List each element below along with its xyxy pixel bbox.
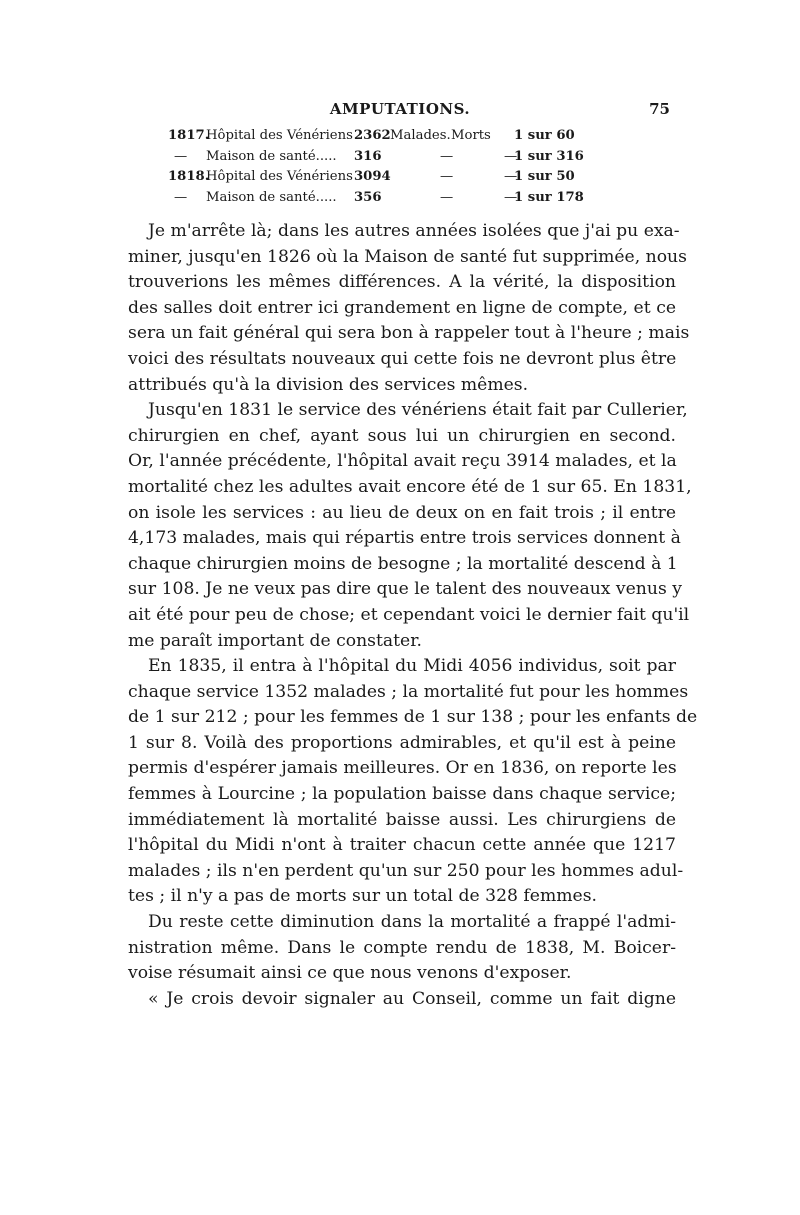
text-line: En 1835, il entra à l'hôpital du Midi 4056 individus, soit par [148, 656, 676, 677]
stats-count: 3094 [354, 169, 391, 184]
page-number: 75 [649, 100, 670, 118]
stats-deaths-label: — [504, 169, 518, 184]
text-line: des salles doit entrer ici grandement en ligne de compte, et ce [128, 297, 676, 318]
stats-row [168, 128, 638, 149]
stats-unit: — [440, 169, 454, 184]
text-line: nistration même. Dans le compte rendu de 1838, M. Boicer- [128, 937, 676, 958]
stats-row [168, 149, 638, 170]
stats-deaths-label: Morts [451, 128, 491, 143]
stats-institution: Maison de santé..... [206, 148, 337, 164]
text-line: Je m'arrête là; dans les autres années isolées que j'ai pu exa- [148, 221, 680, 241]
text-line: voise résumait ainsi ce que nous venons d'exposer. [128, 963, 572, 984]
text-line: on isole les services : au lieu de deux on en fait trois ; il entre [128, 502, 676, 523]
stats-count: 2362 [354, 128, 391, 143]
stats-unit: Malades. [390, 128, 451, 143]
text-line: immédiatement là mortalité baisse aussi. Les chirurgiens de [128, 809, 676, 830]
stats-count: 356 [354, 189, 382, 205]
stats-ratio: 1 sur 60 [514, 128, 575, 143]
text-line: « Je crois devoir signaler au Conseil, comme un fait digne [148, 988, 676, 1009]
stats-deaths-label: — [504, 148, 518, 164]
text-line: 4,173 malades, mais qui répartis entre trois services donnent à [128, 528, 681, 549]
text-line: ait été pour peu de chose; et cependant voici le dernier fait qu'il [128, 604, 690, 625]
text-line: Or, l'année précédente, l'hôpital avait reçu 3914 malades, et la [128, 451, 677, 472]
stats-institution: Maison de santé..... [206, 189, 337, 205]
text-line: attribués qu'à la division des services mêmes. [128, 374, 529, 395]
text-line: me paraît important de constater. [128, 630, 422, 651]
stats-unit: — [440, 189, 454, 205]
text-line: l'hôpital du Midi n'ont à traiter chacun cette année que 1217 [128, 835, 676, 856]
text-line: permis d'espérer jamais meilleures. Or en 1836, on reporte les [128, 758, 677, 779]
running-title: AMPUTATIONS. [329, 100, 471, 118]
text-line: mortalité chez les adultes avait encore été de 1 sur 65. En 1831, [128, 476, 692, 497]
stats-year: 1818. [168, 169, 210, 184]
stats-count: 316 [354, 148, 382, 164]
text-line: trouverions les mêmes différences. A la vérité, la disposition [128, 272, 676, 293]
stats-unit: — [440, 148, 454, 164]
page-header [130, 100, 670, 124]
text-line: voici des résultats nouveaux qui cette fois ne devront plus être [128, 348, 677, 369]
text-line: chirurgien en chef, ayant sous lui un chirurgien en second. [128, 425, 676, 446]
stats-ratio: 1 sur 50 [514, 169, 575, 184]
stats-ratio: 1 sur 178 [514, 189, 584, 205]
stats-deaths-label: — [504, 189, 518, 205]
text-line: sera un fait général qui sera bon à rappeler tout à l'heure ; mais [128, 323, 690, 344]
text-line: malades ; ils n'en perdent qu'un sur 250 pour les hommes adul- [128, 860, 684, 881]
stats-year: — [174, 148, 188, 164]
text-line: chaque chirurgien moins de besogne ; la mortalité descend à 1 [128, 553, 678, 574]
body-text [128, 219, 698, 1012]
text-line: tes ; il n'y a pas de morts sur un total de 328 femmes. [128, 886, 598, 907]
text-line: 1 sur 8. Voilà des proportions admirables, et qu'il est à peine [128, 732, 676, 753]
text-line: Du reste cette diminution dans la mortalité a frappé l'admi- [148, 912, 676, 933]
stats-institution: Hôpital des Vénériens [206, 128, 353, 143]
stats-row [168, 190, 638, 211]
stats-row [168, 169, 638, 190]
stats-ratio: 1 sur 316 [514, 148, 584, 164]
stats-year: 1817. [168, 128, 210, 143]
text-line: Jusqu'en 1831 le service des vénériens était fait par Cullerier, [148, 400, 688, 421]
mortality-stats-table [168, 128, 638, 210]
stats-institution: Hôpital des Vénériens [206, 169, 353, 184]
text-line: de 1 sur 212 ; pour les femmes de 1 sur 138 ; pour les enfants de [128, 707, 698, 728]
text-line: sur 108. Je ne veux pas dire que le talent des nouveaux venus y [128, 579, 682, 600]
text-line: miner, jusqu'en 1826 où la Maison de santé fut supprimée, nous [128, 246, 687, 267]
stats-year: — [174, 189, 188, 205]
text-line: chaque service 1352 malades ; la mortalité fut pour les hommes [128, 681, 689, 702]
text-line: femmes à Lourcine ; la population baisse dans chaque service; [128, 784, 676, 805]
